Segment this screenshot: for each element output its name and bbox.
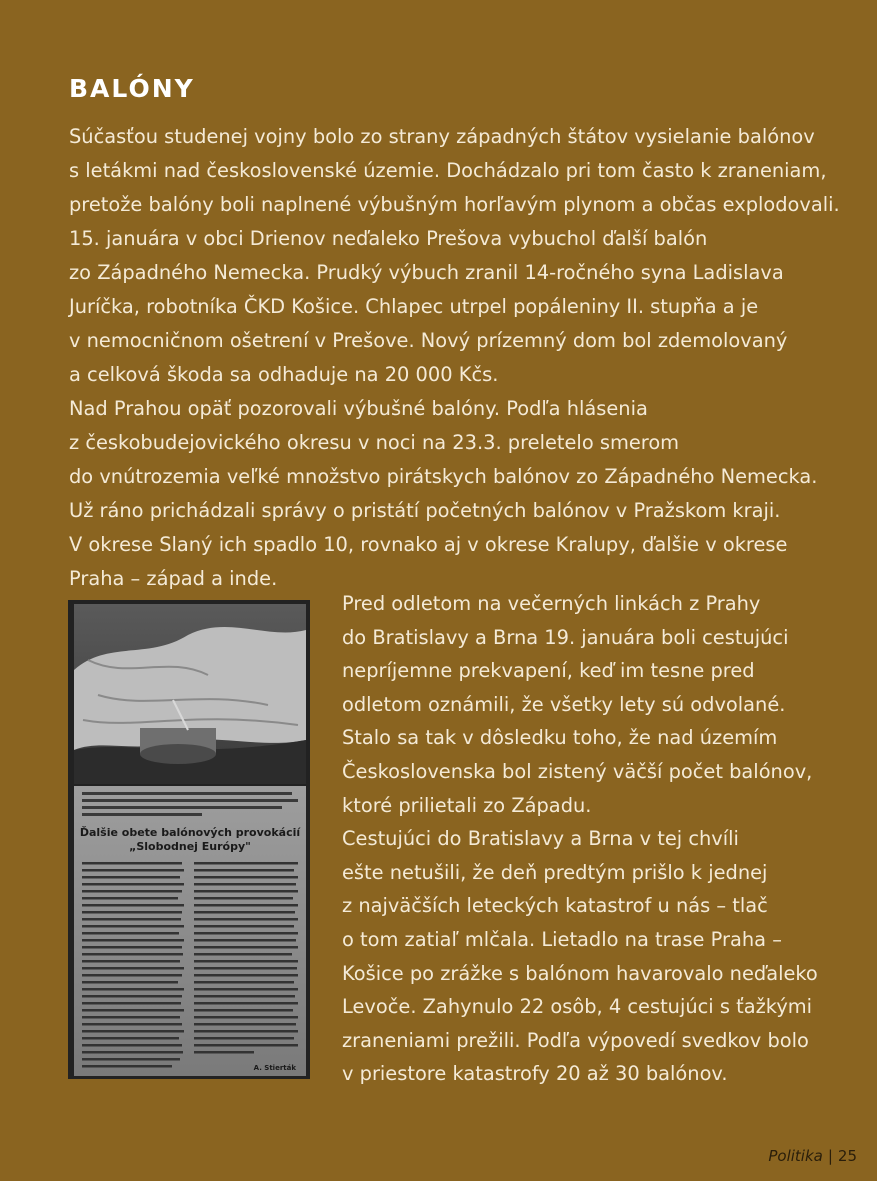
page-title: BALÓNY	[69, 74, 195, 103]
side-line: nepríjemne prekvapení, keď im tesne pred	[342, 659, 755, 683]
side-line: Košice po zrážke s balónom havarovalo neďaleko	[342, 961, 818, 985]
side-line: v priestore katastrofy 20 až 30 balónov.	[342, 1062, 728, 1086]
side-line: ktoré prilietali zo Západu.	[342, 793, 592, 817]
side-line: zraneniami prežili. Podľa výpovedí svedkov bolo	[342, 1028, 809, 1052]
clipping-headline-1: Ďalšie obete balónových provokácií	[79, 826, 301, 839]
side-line: z najväčších leteckých katastrof u nás – tlač	[342, 894, 768, 918]
article-intro	[69, 120, 859, 596]
intro-line: do vnútrozemia veľké množstvo pirátskych balónov zo Západného Nemecka.	[69, 465, 818, 488]
intro-line: 15. januára v obci Drienov neďaleko Prešova vybuchol ďalší balón	[69, 227, 708, 250]
article-continuation	[342, 587, 862, 1091]
side-line: o tom zatiaľ mlčala. Lietadlo na trase Praha –	[342, 927, 782, 951]
intro-line: Súčasťou studenej vojny bolo zo strany západných štátov vysielanie balónov	[69, 125, 815, 148]
newspaper-clipping-image	[68, 600, 310, 1079]
side-line: Československa bol zistený väčší počet balónov,	[342, 759, 813, 783]
clipping-headline-2: „Slobodnej Európy"	[129, 840, 251, 853]
intro-line: a celková škoda sa odhaduje na 20 000 Kčs.	[69, 363, 499, 386]
intro-line: s letákmi nad československé územie. Dochádzalo pri tom často k zraneniam,	[69, 159, 827, 182]
intro-line: Praha – západ a inde.	[69, 567, 278, 590]
clipping-signature: A. Stierták	[253, 1064, 296, 1072]
intro-line: Nad Prahou opäť pozorovali výbušné balóny. Podľa hlásenia	[69, 397, 648, 420]
side-line: do Bratislavy a Brna 19. januára boli cestujúci	[342, 625, 789, 649]
side-line: Pred odletom na večerných linkách z Prahy	[342, 592, 761, 615]
intro-line: zo Západného Nemecka. Prudký výbuch zranil 14-ročného syna Ladislava	[69, 261, 784, 284]
intro-line: V okrese Slaný ich spadlo 10, rovnako aj v okrese Kralupy, ďalšie v okrese	[69, 533, 788, 556]
footer-section: Politika	[768, 1147, 823, 1165]
intro-line: pretože balóny boli naplnené výbušným horľavým plynom a občas explodovali.	[69, 193, 840, 216]
side-line: ešte netušili, že deň predtým prišlo k jednej	[342, 860, 768, 884]
intro-line: Juríčka, robotníka ČKD Košice. Chlapec utrpel popáleniny II. stupňa a je	[69, 295, 759, 318]
page-footer	[768, 1147, 857, 1165]
intro-line: v nemocničnom ošetrení v Prešove. Nový prízemný dom bol zdemolovaný	[69, 329, 788, 352]
side-line: odletom oznámili, že všetky lety sú odvolané.	[342, 692, 786, 716]
side-line: Stalo sa tak v dôsledku toho, že nad územím	[342, 726, 778, 750]
intro-line: z českobudejovického okresu v noci na 23.3. preletelo smerom	[69, 431, 680, 454]
intro-line: Už ráno prichádzali správy o pristátí početných balónov v Pražskom kraji.	[69, 499, 781, 522]
page-number: 25	[837, 1147, 857, 1165]
side-line: Levoče. Zahynulo 22 osôb, 4 cestujúci s ťažkými	[342, 995, 813, 1019]
footer-separator: |	[827, 1147, 833, 1165]
side-line: Cestujúci do Bratislavy a Brna v tej chvíli	[342, 827, 739, 851]
